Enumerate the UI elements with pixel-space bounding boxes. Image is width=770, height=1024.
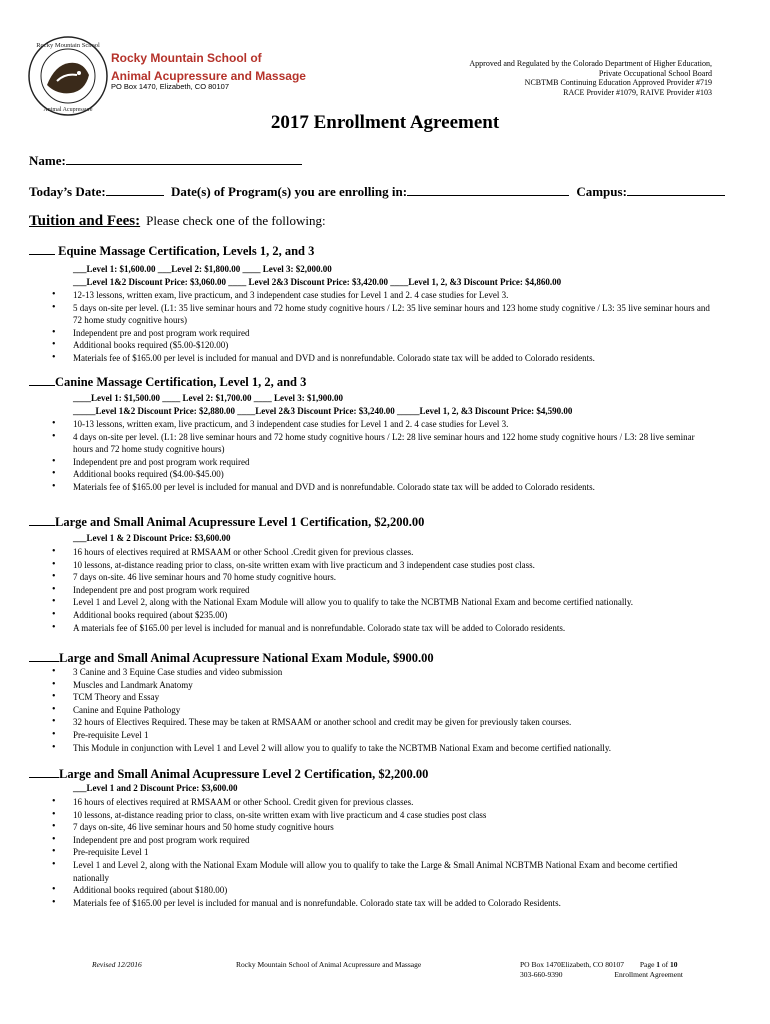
list-item: • Level 1 and Level 2, along with the National Exam Module will allow you to qualify to take the NCBTMB National Exam and become certified nationally.	[52, 596, 712, 609]
canine-title-text: Canine Massage Certification, Level 1, 2, and 3	[55, 375, 307, 389]
equine-title-text: Equine Massage Certification, Levels 1, 2, and 3	[58, 244, 315, 258]
list-item: • Pre-requisite Level 1	[52, 729, 712, 742]
acupressure-level2-section-title	[29, 767, 428, 782]
canine-section-title	[29, 375, 306, 390]
list-item: • Additional books required (about $180.00)	[52, 884, 712, 897]
acupressure-level2-bullet-list	[52, 796, 712, 909]
list-item: • Pre-requisite Level 1	[52, 846, 712, 859]
list-item: • 12-13 lessons, written exam, live practicum, and 3 independent case studies for Level 1 and 2. 4 case studies for Level 3.	[52, 289, 712, 302]
list-item: • Additional books required ($5.00-$120.00)	[52, 339, 712, 352]
list-item: • Additional books required (about $235.00)	[52, 609, 712, 622]
approval-line: Approved and Regulated by the Colorado Department of Higher Education,	[469, 59, 712, 68]
logo-text-bottom: Animal Acupressure	[43, 107, 93, 113]
school-name-line2: Animal Acupressure and Massage	[111, 69, 306, 83]
price-line: ___Level 1: $1,600.00 ___Level 2: $1,800.00 ____ Level 3: $2,000.00	[73, 264, 332, 274]
acupressure-level1-checkbox-line[interactable]	[29, 525, 55, 526]
name-field-row	[29, 153, 302, 169]
footer-address: PO Box 1470Elizabeth, CO 80107	[520, 960, 624, 969]
tuition-heading: Tuition and Fees:	[29, 213, 141, 229]
list-item: • 7 days on-site, 46 live seminar hours and 50 home study cognitive hours	[52, 821, 712, 834]
footer-page-number	[640, 960, 678, 969]
list-item: • Materials fee of $165.00 per level is included for manual and DVD and is nonrefundable. Colorado state tax will be added to Colorado residents.	[52, 481, 613, 494]
approval-line: Private Occupational School Board	[598, 68, 712, 78]
acupressure-level2-title-text: Large and Small Animal Acupressure Level 2 Certification, $2,200.00	[59, 767, 429, 781]
list-item: • 3 Canine and 3 Equine Case studies and video submission	[52, 666, 712, 679]
list-item: • Independent pre and post program work required	[52, 834, 712, 847]
price-line: ___Level 1&2 Discount Price: $3,060.00 ____ Level 2&3 Discount Price: $3,420.00 ____Level 1, 2, &3 Discount Price: $4,860.00	[73, 277, 562, 287]
list-item: • 5 days on-site per level. (L1: 35 live seminar hours and 72 home study cognitive hours / L2: 35 live seminar hours and 123 home study cognitive / L3: 35 live seminar hours and 72 home study cognitive hours)	[52, 302, 712, 327]
canine-prices	[73, 392, 572, 418]
list-item: • 4 days on-site per level. (L1: 28 live seminar hours and 72 home study cognitive hours / L2: 28 live seminar hours and 122 home study cognitive hours / L3: 28 live seminar hours and 72 home study cognitive hours)	[52, 431, 712, 456]
list-item: • 10 lessons, at-distance reading prior to class, on-site written exam with live practicum and 3 independent case studies post class.	[52, 559, 712, 572]
footer-address-block	[520, 960, 683, 980]
acupressure-level2-checkbox-line[interactable]	[29, 777, 59, 778]
footer-doc-name: Enrollment Agreement	[614, 970, 683, 979]
list-item: • Additional books required ($4.00-$45.00)	[52, 468, 712, 481]
list-item: • Level 1 and Level 2, along with the National Exam Module will allow you to qualify to take the Large & Small Animal NCBTMB National Exam and become certified nationally	[52, 859, 712, 884]
approval-line: NCBTMB Continuing Education Approved Provider #719	[524, 78, 712, 87]
acupressure-level1-title-text: Large and Small Animal Acupressure Level 1 Certification, $2,200.00	[55, 515, 425, 529]
acupressure-level1-prices	[73, 532, 230, 545]
price-line: _____Level 1&2 Discount Price: $2,880.00 ____Level 2&3 Discount Price: $3,240.00 _____Level 1, 2, &3 Discount Price: $4,590.00	[73, 406, 573, 416]
footer-revised: Revised 12/2016	[92, 960, 142, 969]
school-name-line1: Rocky Mountain School of	[111, 51, 262, 65]
canine-bullet-list	[52, 418, 712, 494]
list-item: • Independent pre and post program work required	[52, 584, 712, 597]
price-line: ____Level 1: $1,500.00 ____ Level 2: $1,700.00 ____ Level 3: $1,900.00	[73, 393, 343, 403]
acupressure-level2-prices	[73, 782, 238, 795]
list-item: • Muscles and Landmark Anatomy	[52, 679, 712, 692]
equine-bullet-list	[52, 289, 712, 365]
list-item: • 32 hours of Electives Required. These may be taken at RMSAAM or another school and credit may be given for previously taken courses.	[52, 716, 712, 729]
school-address: PO Box 1470, Elizabeth, CO 80107	[111, 82, 229, 91]
price-line: ___Level 1 and 2 Discount Price: $3,600.00	[73, 783, 238, 793]
todays-date-input-line[interactable]	[106, 184, 164, 196]
list-item: • Independent pre and post program work required	[52, 327, 712, 340]
page-total: 10	[670, 960, 678, 969]
campus-input-line[interactable]	[627, 184, 725, 196]
page-current: 1	[656, 960, 661, 969]
list-item: • Independent pre and post program work required	[52, 456, 712, 469]
price-line: ___Level 1 & 2 Discount Price: $3,600.00	[73, 533, 231, 543]
tuition-instruction: Please check one of the following:	[146, 213, 326, 228]
equine-section-title	[29, 244, 314, 259]
school-name	[111, 49, 306, 85]
equine-checkbox-line[interactable]	[29, 254, 55, 255]
footer-phone: 303-660-9390	[520, 970, 563, 979]
list-item: • 7 days on-site. 46 live seminar hours and 70 home study cognitive hours.	[52, 571, 712, 584]
acupressure-level1-section-title	[29, 515, 424, 530]
footer-school: Rocky Mountain School of Animal Acupressure and Massage	[236, 960, 422, 969]
list-item: • This Module in conjunction with Level 1 and Level 2 will allow you to qualify to take the NCBTMB National Exam and become certified nationally.	[52, 742, 712, 755]
list-item: • 10 lessons, at-distance reading prior to class, on-site written exam with live practicum and 4 case studies post class	[52, 809, 712, 822]
date-field-row	[29, 184, 725, 200]
page-of: of	[661, 960, 669, 969]
list-item: • Materials fee of $165.00 per level is included for manual and is nonrefundable. Colorado state tax will be added to Colorado Residents.	[52, 897, 712, 910]
name-label: Name:	[29, 153, 66, 168]
national-exam-checkbox-line[interactable]	[29, 661, 59, 662]
list-item: • 10-13 lessons, written exam, live practicum, and 3 independent case studies for Level 1 and 2. 4 case studies for Level 3.	[52, 418, 712, 431]
canine-checkbox-line[interactable]	[29, 385, 55, 386]
national-exam-section-title	[29, 651, 434, 666]
acupressure-level1-bullet-list	[52, 546, 712, 634]
name-input-line[interactable]	[66, 153, 302, 165]
list-item: • A materials fee of $165.00 per level is included for manual and is nonrefundable. Colorado state tax will be added to Colorado residents.	[52, 622, 712, 635]
list-item: • 16 hours of electives required at RMSAAM or other School. Credit given for previous classes.	[52, 796, 712, 809]
approval-line: RACE Provider #1079, RAIVE Provider #103	[563, 87, 712, 97]
list-item: • Canine and Equine Pathology	[52, 704, 712, 717]
programs-date-input-line[interactable]	[407, 184, 569, 196]
school-logo	[27, 35, 109, 117]
approval-statement	[402, 59, 712, 97]
national-exam-title-text: Large and Small Animal Acupressure National Exam Module, $900.00	[59, 651, 434, 665]
national-exam-bullet-list	[52, 666, 712, 754]
todays-date-label: Today’s Date:	[29, 184, 106, 199]
equine-prices	[73, 263, 561, 289]
programs-date-label: Date(s) of Program(s) you are enrolling in:	[170, 184, 408, 199]
tuition-heading-row	[29, 212, 326, 230]
list-item: • Materials fee of $165.00 per level is included for manual and DVD and is nonrefundable. Colorado state tax will be added to Colorado residents.	[52, 352, 712, 365]
list-item: • TCM Theory and Essay	[52, 691, 712, 704]
page-prefix: Page	[639, 960, 655, 969]
campus-label: Campus:	[576, 184, 627, 199]
logo-text-top: Rocky Mountain School	[36, 42, 100, 49]
document-title: 2017 Enrollment Agreement	[270, 112, 500, 133]
list-item: • 16 hours of electives required at RMSAAM or other School .Credit given for previous classes.	[52, 546, 712, 559]
